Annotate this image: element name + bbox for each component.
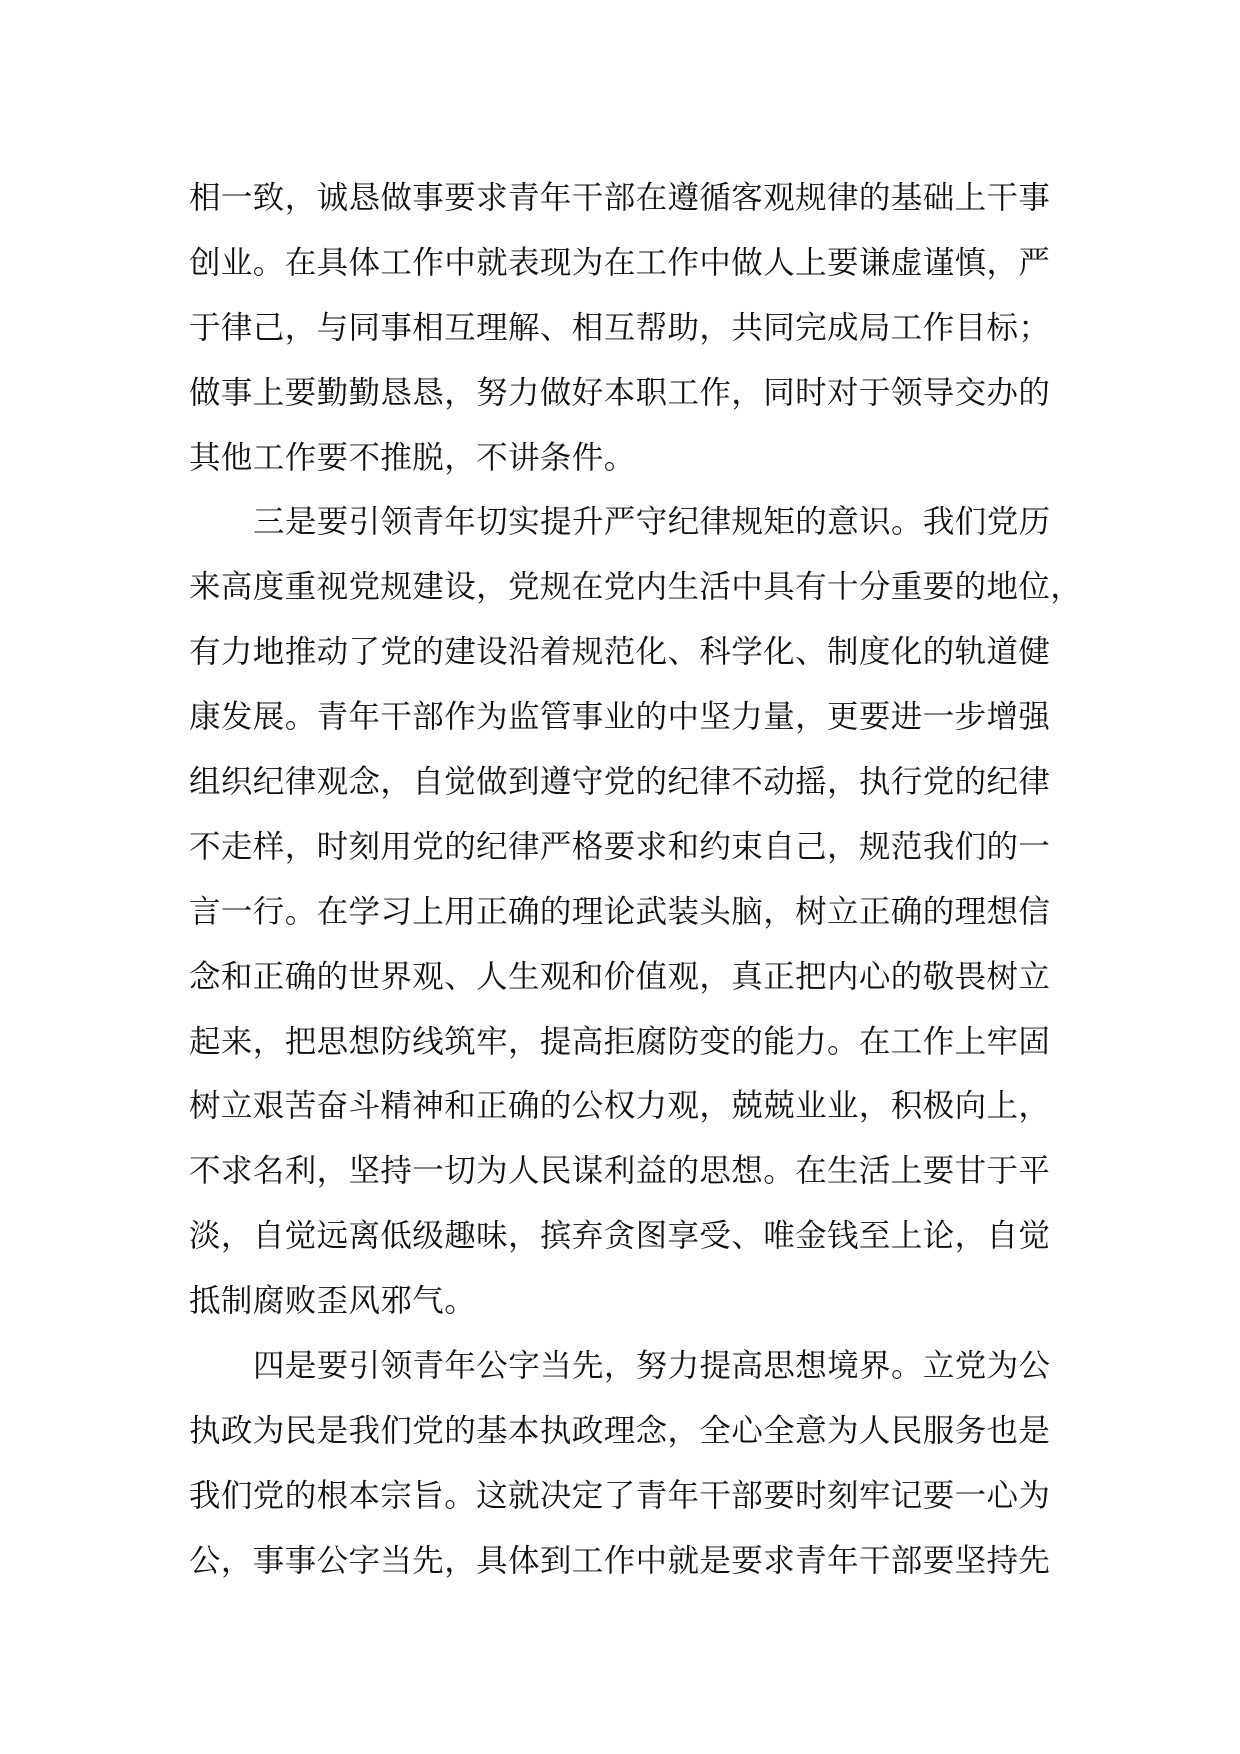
text-line: 树立艰苦奋斗精神和正确的公权力观，兢兢业业，积极向上，: [189, 1088, 1051, 1125]
text-line: 起来，把思想防线筑牢，提高拒腐防变的能力。在工作上牢固: [189, 1023, 1051, 1060]
text-line: 做事上要勤勤恳恳，努力做好本职工作，同时对于领导交办的: [189, 374, 1051, 411]
text-line: 执政为民是我们党的基本执政理念，全心全意为人民服务也是: [189, 1412, 1051, 1449]
text-line: 来高度重视党规建设，党规在党内生活中具有十分重要的地位，: [189, 569, 1083, 606]
paragraph-start-line: 四是要引领青年公字当先，努力提高思想境界。立党为公: [253, 1348, 1051, 1385]
body-text: [189, 166, 1089, 1594]
text-line: 相一致，诚恳做事要求青年干部在遵循客观规律的基础上干事: [189, 180, 1051, 216]
text-line: 我们党的根本宗旨。这就决定了青年干部要时刻牢记要一心为: [189, 1477, 1051, 1514]
text-line: 康发展。青年干部作为监管事业的中坚力量，更要进一步增强: [189, 699, 1051, 736]
text-line: 念和正确的世界观、人生观和价值观，真正把内心的敬畏树立: [189, 958, 1051, 995]
text-line: 于律己，与同事相互理解、相互帮助，共同完成局工作目标；: [189, 309, 1051, 346]
text-line: 创业。在具体工作中就表现为在工作中做人上要谦虚谨慎，严: [189, 244, 1051, 281]
text-line: 言一行。在学习上用正确的理论武装头脑，树立正确的理想信: [189, 893, 1051, 930]
text-line: 不走样，时刻用党的纪律严格要求和约束自己，规范我们的一: [189, 828, 1051, 865]
paragraph-start-line: 三是要引领青年切实提升严守纪律规矩的意识。我们党历: [253, 504, 1051, 541]
text-line: 公，事事公字当先，具体到工作中就是要求青年干部要坚持先: [189, 1542, 1051, 1579]
text-line: 有力地推动了党的建设沿着规范化、科学化、制度化的轨道健: [189, 634, 1051, 671]
text-line: 不求名利，坚持一切为人民谋利益的思想。在生活上要甘于平: [189, 1153, 1051, 1190]
text-line: 组织纪律观念，自觉做到遵守党的纪律不动摇，执行党的纪律: [189, 764, 1051, 801]
text-line: 抵制腐败歪风邪气。: [189, 1283, 477, 1320]
text-line: 其他工作要不推脱，不讲条件。: [189, 439, 636, 476]
text-line: 淡，自觉远离低级趣味，摈弃贪图享受、唯金钱至上论，自觉: [189, 1218, 1051, 1255]
